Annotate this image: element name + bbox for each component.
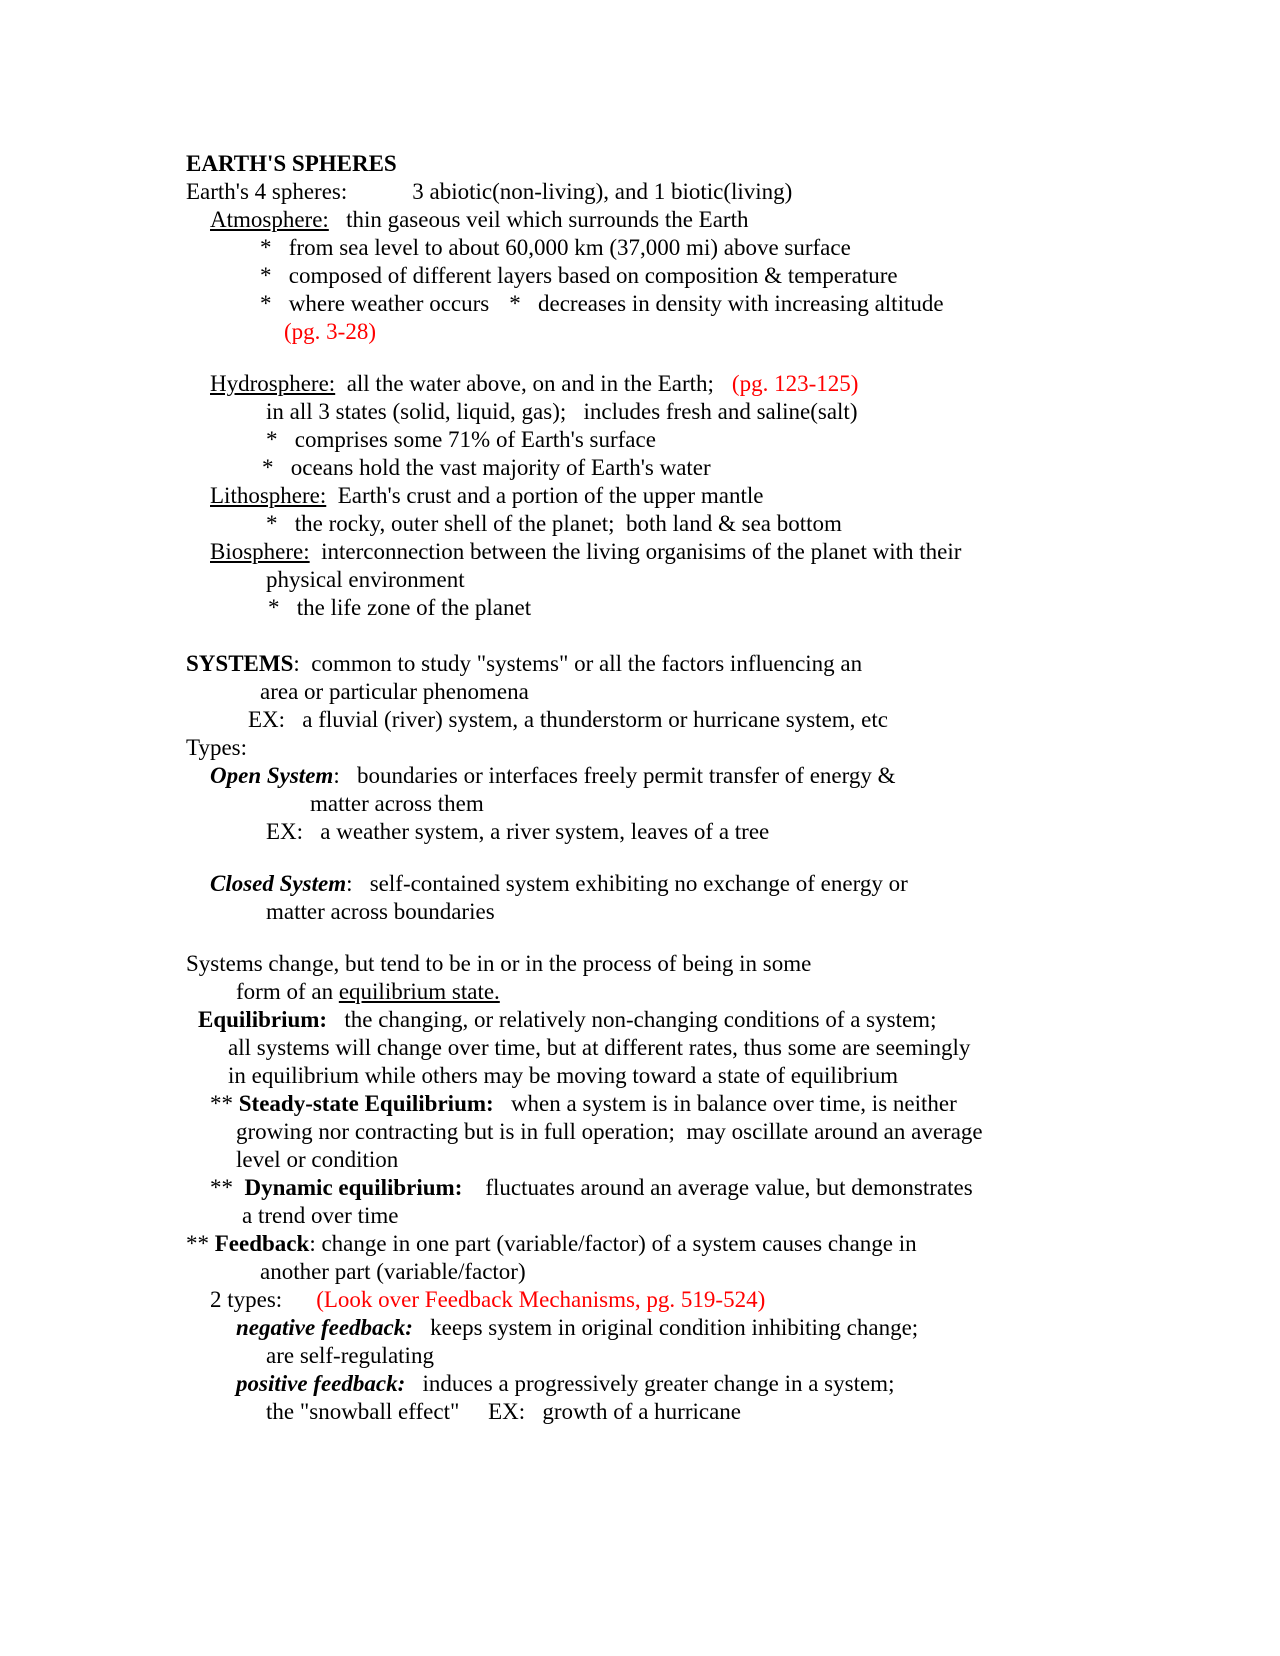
feedback-def: : change in one part (variable/factor) of a system causes change in [309,1231,917,1256]
negative-feedback-def: keeps system in original condition inhibiting change; [430,1315,919,1340]
intro-label: Earth's 4 spheres: [186,179,348,204]
hydrosphere-page-ref: (pg. 123-125) [731,371,859,396]
atmosphere-line [210,206,748,234]
open-system-term: Open System [210,763,334,788]
lithosphere-bullet-1: * the rocky, outer shell of the planet; both land & sea bottom [266,511,842,536]
equilibrium-line-2: all systems will change over time, but at different rates, thus some are seemingly [228,1035,971,1060]
steady-state-line-3: level or condition [236,1147,399,1172]
intro-line [186,178,792,206]
closed-system-line [210,870,908,898]
equilibrium-intro-2 [236,978,500,1006]
equilibrium-intro-1: Systems change, but tend to be in or in the process of being in some [186,951,812,976]
steady-state-line-2: growing nor contracting but is in full operation; may oscillate around an average [236,1119,983,1144]
feedback-prefix: ** [186,1231,215,1256]
open-system-example: EX: a weather system, a river system, leaves of a tree [266,819,770,844]
lithosphere-term: Lithosphere: [210,483,327,508]
feedback-term: Feedback [214,1231,310,1256]
atmosphere-def: thin gaseous veil which surrounds the Earth [346,207,749,232]
steady-state-prefix: ** [210,1091,239,1116]
equilibrium-line-3: in equilibrium while others may be moving toward a state of equilibrium [228,1063,899,1088]
hydrosphere-def: all the water above, on and in the Earth; [346,371,714,396]
equilibrium-intro-2a: form of an [236,979,339,1004]
atmosphere-bullet-3b: * decreases in density with increasing altitude [509,291,944,316]
feedback-types-line [210,1286,765,1314]
systems-line [186,650,862,678]
hydrosphere-bullet-2: * oceans hold the vast majority of Earth's water [262,455,711,480]
hydrosphere-line-2: in all 3 states (solid, liquid, gas); includes fresh and saline(salt) [266,399,858,424]
biosphere-term: Biosphere: [210,539,310,564]
atmosphere-term: Atmosphere: [210,207,329,232]
lithosphere-def: Earth's crust and a portion of the upper mantle [337,483,764,508]
page-title: EARTH'S SPHERES [186,151,397,176]
steady-state-term: Steady-state Equilibrium: [238,1091,494,1116]
atmosphere-bullet-3a: * where weather occurs [260,291,490,316]
equilibrium-term: Equilibrium: [198,1007,328,1032]
systems-example: EX: a fluvial (river) system, a thunderstorm or hurricane system, etc [248,707,888,732]
hydrosphere-line [210,370,858,398]
feedback-line-2: another part (variable/factor) [260,1259,526,1284]
biosphere-line [210,538,961,566]
positive-feedback-line [236,1370,894,1398]
feedback-line [186,1230,917,1258]
lithosphere-line [210,482,763,510]
steady-state-def: when a system is in balance over time, is neither [510,1091,957,1116]
systems-line-2: area or particular phenomena [260,679,529,704]
dynamic-equilibrium-def: fluctuates around an average value, but demonstrates [485,1175,973,1200]
intro-text: 3 abiotic(non-living), and 1 biotic(living) [412,179,793,204]
closed-system-term: Closed System [210,871,347,896]
equilibrium-line [198,1006,936,1034]
open-system-def: : boundaries or interfaces freely permit transfer of energy & [333,763,896,788]
dynamic-equilibrium-line-2: a trend over time [242,1203,399,1228]
negative-feedback-line-2: are self-regulating [266,1343,434,1368]
biosphere-line-2: physical environment [266,567,465,592]
systems-def: : common to study "systems" or all the factors influencing an [293,651,863,676]
biosphere-def: interconnection between the living organisims of the planet with their [321,539,962,564]
negative-feedback-line [236,1314,918,1342]
feedback-types-label: 2 types: [210,1287,283,1312]
atmosphere-bullet-3 [260,290,944,318]
types-label: Types: [186,735,247,760]
hydrosphere-bullet-1: * comprises some 71% of Earth's surface [266,427,656,452]
atmosphere-bullet-2: * composed of different layers based on composition & temperature [260,263,898,288]
open-system-line-2: matter across them [310,791,484,816]
dynamic-equilibrium-term: Dynamic equilibrium: [244,1175,463,1200]
open-system-line [210,762,896,790]
hydrosphere-term: Hydrosphere: [210,371,336,396]
equilibrium-def: the changing, or relatively non-changing conditions of a system; [344,1007,937,1032]
positive-feedback-line-2: the "snowball effect" EX: growth of a hurricane [266,1399,742,1424]
equilibrium-state-term: equilibrium state. [338,979,500,1004]
closed-system-def: : self-contained system exhibiting no exchange of energy or [346,871,908,896]
atmosphere-bullet-1: * from sea level to about 60,000 km (37,000 mi) above surface [260,235,851,260]
dynamic-equilibrium-prefix: ** [210,1175,245,1200]
systems-term: SYSTEMS [186,651,294,676]
feedback-page-ref: (Look over Feedback Mechanisms, pg. 519-524) [316,1287,766,1312]
positive-feedback-def: induces a progressively greater change in a system; [422,1371,895,1396]
dynamic-equilibrium-line [210,1174,973,1202]
closed-system-line-2: matter across boundaries [266,899,495,924]
negative-feedback-term: negative feedback: [236,1315,413,1340]
positive-feedback-term: positive feedback: [236,1371,406,1396]
steady-state-line [210,1090,957,1118]
atmosphere-page-ref: (pg. 3-28) [284,319,376,344]
biosphere-bullet-1: * the life zone of the planet [268,595,532,620]
